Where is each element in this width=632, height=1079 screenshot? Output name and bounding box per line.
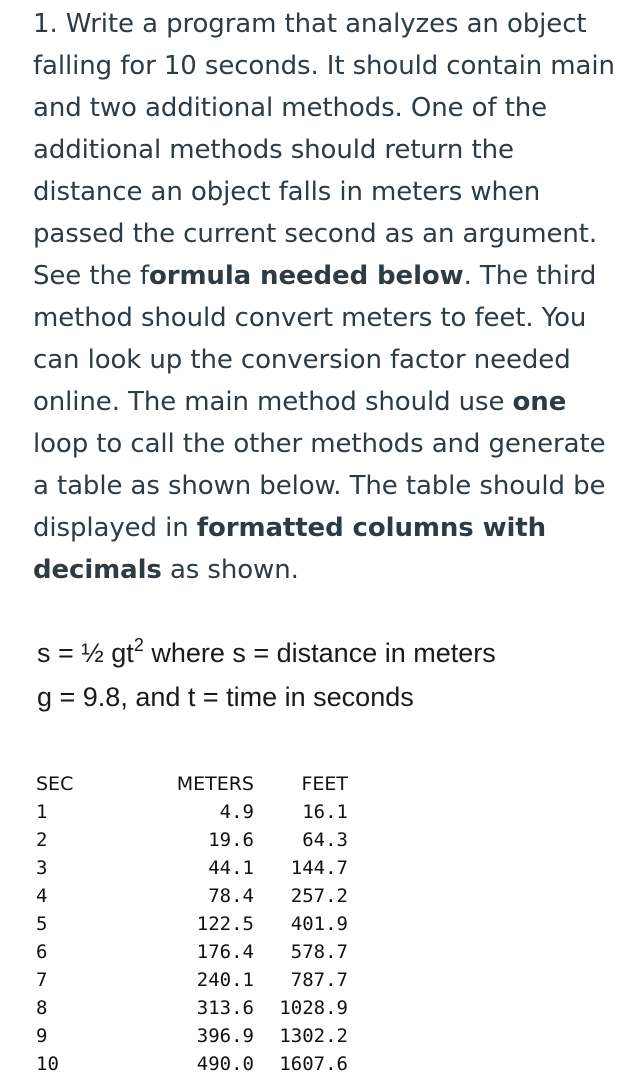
formula-line-2: g = 9.8, and t = time in seconds: [37, 682, 414, 712]
paragraph-segment-bold: ormula needed below: [148, 261, 464, 291]
header-feet: FEET: [301, 773, 348, 795]
cell-feet: 578.7: [290, 941, 348, 963]
cell-feet: 144.7: [290, 857, 348, 879]
paragraph-segment: . The third method should convert meters to feet. You can look up the conversion factor needed online. The main method should use: [33, 261, 605, 417]
cell-sec: 5: [36, 913, 48, 935]
cell-sec: 10: [36, 1053, 59, 1075]
cell-feet: 1607.6: [279, 1053, 348, 1075]
cell-meters: 4.9: [219, 801, 254, 823]
paragraph-segment: loop to call the other methods and generate a table as shown below. The table should be displayed in: [33, 387, 614, 543]
formula-text: where s = distance in meters: [143, 638, 496, 668]
cell-feet: 401.9: [290, 913, 348, 935]
formula-line-1: [37, 635, 496, 669]
cell-sec: 3: [36, 857, 48, 879]
cell-feet: 257.2: [290, 885, 348, 907]
header-sec: SEC: [36, 773, 74, 795]
paragraph-segment-bold: formatted columns with decimals: [33, 513, 556, 585]
paragraph-segment: 1. Write a program that analyzes an object falling for 10 seconds. It should contain main and two additional methods. One of the additional methods should return the distance an object falls in meters when passed the current second as an argument. See the f: [33, 9, 624, 291]
cell-feet: 16.1: [302, 801, 348, 823]
cell-sec: 9: [36, 1025, 48, 1047]
cell-meters: 490.0: [196, 1053, 254, 1075]
paragraph-segment: as shown.: [161, 555, 299, 585]
cell-meters: 176.4: [196, 941, 254, 963]
cell-sec: 1: [36, 801, 48, 823]
cell-meters: 240.1: [196, 969, 254, 991]
cell-sec: 8: [36, 997, 48, 1019]
cell-meters: 122.5: [196, 913, 254, 935]
cell-sec: 6: [36, 941, 48, 963]
assignment-paragraph: [33, 3, 629, 591]
paragraph-segment-bold: one: [512, 387, 567, 417]
cell-meters: 396.9: [196, 1025, 254, 1047]
cell-feet: 64.3: [302, 829, 348, 851]
cell-sec: 7: [36, 969, 48, 991]
cell-feet: 787.7: [290, 969, 348, 991]
formula-exponent: 2: [133, 635, 144, 655]
header-meters: METERS: [176, 773, 254, 795]
cell-meters: 313.6: [196, 997, 254, 1019]
cell-sec: 4: [36, 885, 48, 907]
cell-meters: 44.1: [208, 857, 254, 879]
formula-text: s = ½ gt: [37, 638, 134, 668]
cell-feet: 1302.2: [279, 1025, 348, 1047]
cell-meters: 78.4: [208, 885, 254, 907]
cell-sec: 2: [36, 829, 48, 851]
cell-feet: 1028.9: [279, 997, 348, 1019]
cell-meters: 19.6: [208, 829, 254, 851]
